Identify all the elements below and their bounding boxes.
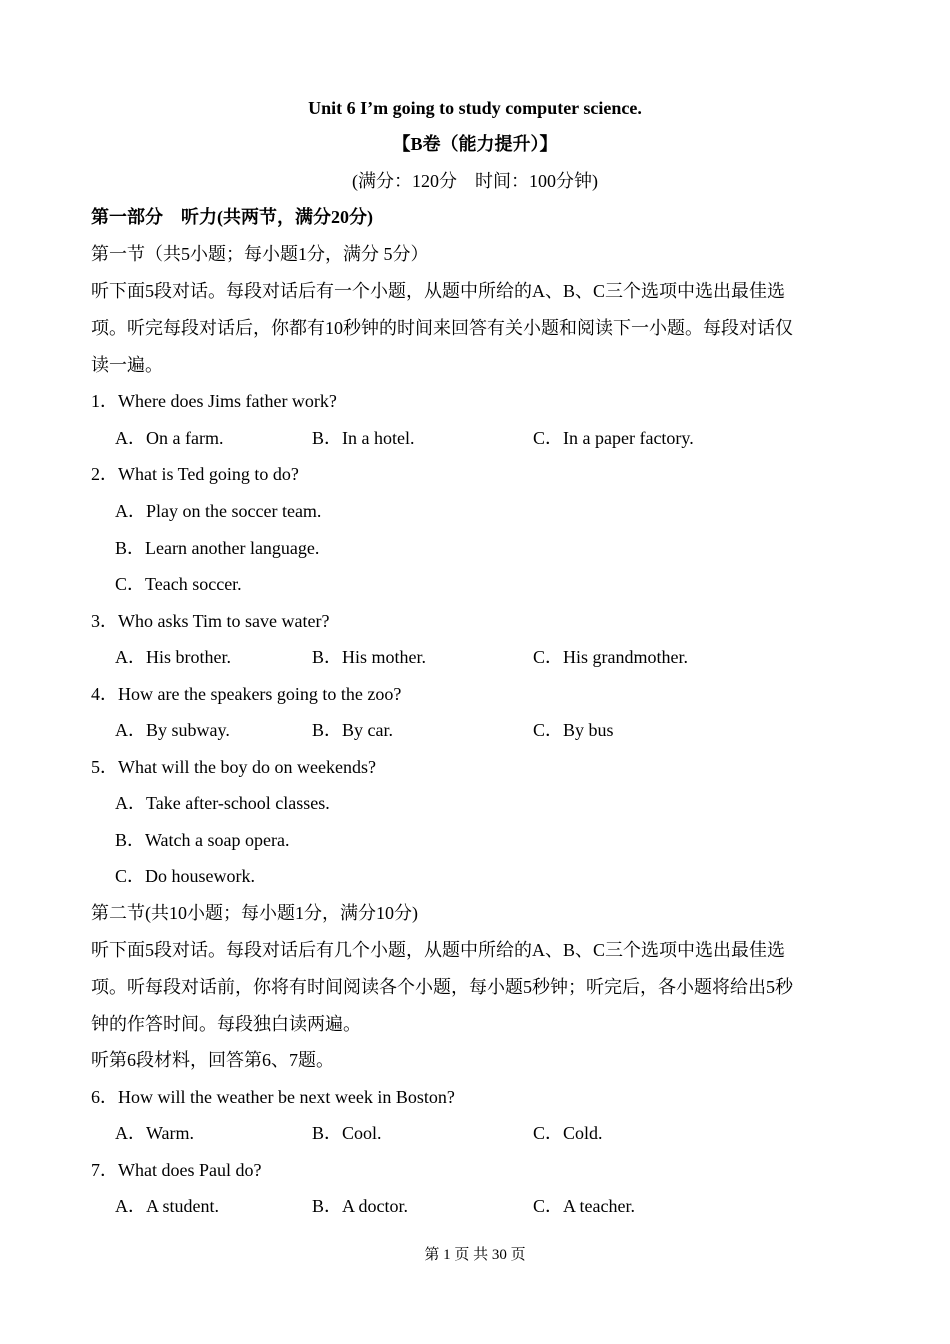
- option-c: C．Cold.: [533, 1123, 603, 1143]
- question-stem: 2．What is Ted going to do?: [91, 464, 299, 484]
- option-b: B．Learn another language.: [115, 538, 320, 558]
- part1-heading: 第一部分 听力(共两节，满分20分): [91, 207, 373, 227]
- option-a: A．By subway.: [115, 720, 230, 740]
- question-stem: 6．How will the weather be next week in Boston?: [91, 1087, 455, 1107]
- option-c: C．His grandmother.: [533, 647, 688, 667]
- material-note: 听第6段材料，回答第6、7题。: [91, 1050, 334, 1070]
- option-b: B．A doctor.: [312, 1196, 409, 1216]
- question-stem: 7．What does Paul do?: [91, 1160, 262, 1180]
- option-a: A．Play on the soccer team.: [115, 501, 322, 521]
- question-stem: 4．How are the speakers going to the zoo?: [91, 684, 402, 704]
- option-b: B．In a hotel.: [312, 428, 415, 448]
- option-b: B．His mother.: [312, 647, 427, 667]
- option-a: A．His brother.: [115, 647, 231, 667]
- document-title: Unit 6 I’m going to study computer science.: [308, 98, 642, 118]
- option-a: A．Take after-school classes.: [115, 793, 330, 813]
- option-c: C．Teach soccer.: [115, 574, 242, 594]
- question-stem: 5．What will the boy do on weekends?: [91, 757, 376, 777]
- option-a: A．Warm.: [115, 1123, 195, 1143]
- section1-instructions-line: 项。听完每段对话后，你都有10秒钟的时间来回答有关小题和阅读下一小题。每段对话仅: [91, 318, 793, 338]
- section2-instructions-line: 听下面5段对话。每段对话后有几个小题，从题中所给的A、B、C三个选项中选出最佳选: [91, 940, 786, 960]
- option-c: C．By bus: [533, 720, 614, 740]
- section1-heading: 第一节（共5小题；每小题1分，满分 5分）: [91, 244, 429, 264]
- question-stem: 3．Who asks Tim to save water?: [91, 611, 330, 631]
- page-footer: 第 1 页 共 30 页: [424, 1247, 526, 1263]
- question-stem: 1．Where does Jims father work?: [91, 391, 337, 411]
- option-c: C．A teacher.: [533, 1196, 635, 1216]
- section2-instructions-line: 钟的作答时间。每段独白读两遍。: [91, 1014, 361, 1034]
- option-b: B．Watch a soap opera.: [115, 830, 290, 850]
- option-a: A．On a farm.: [115, 428, 224, 448]
- option-b: B．Cool.: [312, 1123, 382, 1143]
- section2-heading: 第二节(共10小题；每小题1分，满分10分): [91, 903, 418, 923]
- section1-instructions-line: 读一遍。: [91, 355, 163, 375]
- option-c: C．Do housework.: [115, 866, 255, 886]
- option-c: C．In a paper factory.: [533, 428, 694, 448]
- section2-instructions-line: 项。听每段对话前，你将有时间阅读各个小题，每小题5秒钟；听完后，各小题将给出5秒: [91, 977, 793, 997]
- document-meta: (满分：120分 时间：100分钟): [352, 171, 598, 191]
- document-subtitle: 【B卷（能力提升）】: [392, 134, 558, 154]
- section1-instructions-line: 听下面5段对话。每段对话后有一个小题，从题中所给的A、B、C三个选项中选出最佳选: [91, 281, 786, 301]
- option-a: A．A student.: [115, 1196, 220, 1216]
- option-b: B．By car.: [312, 720, 393, 740]
